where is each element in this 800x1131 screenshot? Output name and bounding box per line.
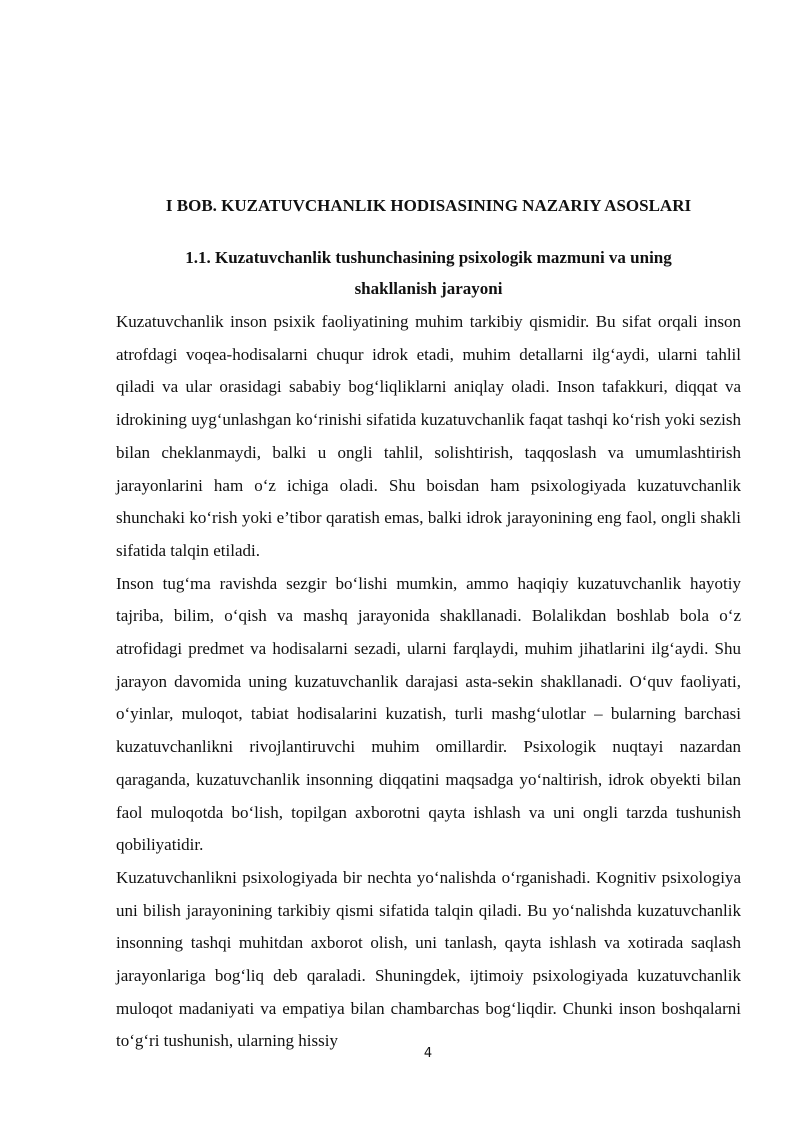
section-title-line2: shakllanish jarayoni [354,279,503,298]
body-text [116,306,741,1058]
page-number: 4 [423,1046,433,1061]
paragraph: Kuzatuvchanlikni psixologiyada bir nechta yo‘nalishda o‘rganishadi. Kognitiv psixologiya uni bilish jarayonining tarkibiy qismi sifatida talqin qiladi. Bu yo‘nalishda kuzatuvchanlik insonning tashqi muhitdan axborot olish, uni tanlash, qayta ishlash va xotirada saqlash jarayonlariga bog‘liq deb qaraladi. Shuningdek, ijtimoiy psixologiyada kuzatuvchanlik muloqot madaniyati va empatiya bilan chambarchas bog‘liqdir. Chunki inson boshqalarni to‘g‘ri tushunish, ularning hissiy [116,867,741,1051]
section-title [116,242,741,304]
paragraph: Inson tug‘ma ravishda sezgir bo‘lishi mumkin, ammo haqiqiy kuzatuvchanlik hayotiy tajriba, bilim, o‘qish va mashq jarayonida shakllanadi. Bolalikdan boshlab bola o‘z atrofidagi predmet va hodisalarni sezadi, ularni farqlaydi, muhim jihatlarini ilg‘aydi. Shu jarayon davomida uning kuzatuvchanlik darajasi asta-sekin shakllanadi. O‘quv faoliyati, o‘yinlar, muloqot, tabiat hodisalarini kuzatish, turli mashg‘ulotlar – bularning barchasi kuzatuvchanlikni rivojlantiruvchi muhim omillardir. Psixologik nuqtayi nazardan qaraganda, kuzatuvchanlik insonning diqqatini maqsadga yo‘naltirish, idrok obyekti bilan faol muloqotda bo‘lish, topilgan axborotni qayta ishlash va uni ongli tarzda tushunish qobiliyatidir. [116,573,741,855]
chapter-title: I BOB. KUZATUVCHANLIK HODISASINING NAZARIY ASOSLARI [165,196,692,215]
section-title-line1: 1.1. Kuzatuvchanlik tushunchasining psixologik mazmuni va uning [185,248,672,267]
paragraph: Kuzatuvchanlik inson psixik faoliyatining muhim tarkibiy qismidir. Bu sifat orqali inson atrofdagi voqea-hodisalarni chuqur idrok etadi, muhim detallarni ilg‘aydi, ularni tahlil qiladi va ular orasidagi sababiy bog‘liqliklarni aniqlay oladi. Inson tafakkuri, diqqat va idrokining uyg‘unlashgan ko‘rinishi sifatida kuzatuvchanlik faqat tashqi ko‘rish yoki sezish bilan cheklanmaydi, balki u ongli tahlil, solishtirish, taqqoslash va umumlashtirish jarayonlarini ham o‘z ichiga oladi. Shu boisdan ham psixologiyada kuzatuvchanlik shunchaki ko‘rish yoki e’tibor qaratish emas, balki idrok jarayonining eng faol, ongli shakli sifatida talqin etiladi. [116,312,741,560]
